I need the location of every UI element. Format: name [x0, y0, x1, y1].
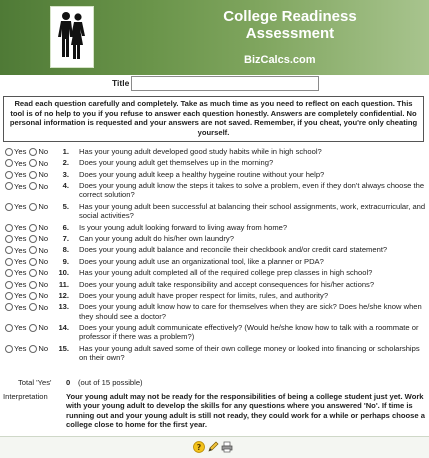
yes-label[interactable]: Yes — [14, 257, 27, 267]
question-row — [0, 291, 429, 302]
question-number: 13. — [58, 302, 69, 312]
yes-radio[interactable] — [5, 324, 13, 332]
no-label[interactable]: No — [38, 344, 49, 353]
no-label[interactable]: No — [38, 245, 49, 255]
question-row — [0, 344, 429, 365]
yes-radio[interactable] — [5, 345, 13, 353]
yes-label[interactable]: Yes — [14, 245, 27, 255]
answer-options — [5, 234, 51, 244]
question-text: Has your young adult completed all of the required college prep classes in high school? — [79, 268, 373, 278]
interpretation-label: Interpretation — [3, 392, 48, 401]
question-text: Does your young adult know how to care for themselves when they are sick? Does he/she know when they should see a doctor? — [79, 302, 422, 321]
no-label[interactable]: No — [38, 158, 49, 168]
answer-options — [5, 147, 51, 157]
no-label[interactable]: No — [38, 323, 49, 333]
yes-radio[interactable] — [5, 203, 13, 211]
question-row — [0, 280, 429, 291]
question-row — [0, 268, 429, 279]
question-row — [0, 223, 429, 234]
yes-label[interactable]: Yes — [14, 323, 27, 333]
no-radio[interactable] — [29, 324, 37, 332]
answer-options — [5, 268, 51, 278]
question-number: 4. — [62, 181, 69, 191]
answer-options — [5, 302, 51, 312]
couple-silhouette-icon — [51, 7, 93, 67]
question-text: Does your young adult keep a healthy hygeine routine without your help? — [79, 169, 325, 179]
question-row — [0, 234, 429, 245]
question-text: Is your young adult looking forward to living away from home? — [79, 222, 288, 232]
svg-text:?: ? — [196, 443, 202, 452]
yes-label[interactable]: Yes — [14, 279, 27, 289]
yes-label[interactable]: Yes — [14, 344, 27, 353]
question-text: Has your young adult been successful at balancing their school assignments, work, extracurricular, and social activities? — [79, 201, 426, 221]
no-label[interactable]: No — [38, 147, 49, 157]
question-number: 8. — [62, 245, 69, 255]
question-row — [0, 257, 429, 268]
yes-radio[interactable] — [5, 269, 13, 277]
answer-options — [5, 202, 51, 212]
total-label: Total 'Yes' — [18, 378, 52, 387]
yes-radio[interactable] — [5, 281, 13, 289]
question-number: 5. — [62, 201, 69, 211]
question-number: 1. — [62, 147, 69, 156]
yes-label[interactable]: Yes — [14, 158, 27, 168]
yes-radio[interactable] — [5, 159, 13, 167]
question-text: Can your young adult do his/her own laundry? — [79, 233, 234, 243]
yes-label[interactable]: Yes — [14, 234, 27, 244]
footer-toolbar — [0, 436, 429, 458]
question-row — [0, 245, 429, 256]
question-row — [0, 147, 429, 158]
title-input[interactable] — [131, 76, 319, 91]
question-row — [0, 202, 429, 223]
no-radio[interactable] — [29, 182, 37, 190]
question-text: Does your young adult balance and reconcile their checkbook and/or credit card statement? — [79, 245, 388, 255]
interpretation-text: Your young adult may not be ready for the responsibilities of being a college student just yet. Work with your young adult to develop the skills for any questions where you answered 'No'. If time is running out and your young adult is still not ready, they could work for a while or perhaps choose a college close to home for the first year. — [66, 392, 425, 430]
question-number: 12. — [58, 290, 69, 300]
answer-options — [5, 245, 51, 255]
title-row — [0, 76, 429, 94]
app-title: College Readiness Assessment — [223, 8, 357, 42]
question-row — [0, 170, 429, 181]
answer-options — [5, 158, 51, 168]
no-radio[interactable] — [29, 148, 37, 156]
yes-radio[interactable] — [5, 258, 13, 266]
question-row — [0, 323, 429, 344]
yes-radio[interactable] — [5, 303, 13, 311]
question-number: 3. — [62, 169, 69, 179]
no-label[interactable]: No — [38, 234, 49, 244]
answer-options — [5, 280, 51, 290]
no-radio[interactable] — [29, 345, 37, 353]
yes-radio[interactable] — [5, 224, 13, 232]
answer-options — [5, 344, 51, 354]
yes-label[interactable]: Yes — [14, 147, 27, 157]
no-label[interactable]: No — [38, 302, 49, 312]
question-text: Does your young adult have proper respect for limits, rules, and authority? — [79, 290, 329, 300]
no-radio[interactable] — [29, 203, 37, 211]
question-text: Does your young adult use an organizational tool, like a planner or PDA? — [79, 256, 324, 266]
no-label[interactable]: No — [38, 257, 49, 267]
question-row — [0, 158, 429, 169]
instructions-box: Read each question carefully and completely. Take as much time as you need to reflect on each question. This tool is of no help to you if you refuse to answer each question honestly. Answers are completely confidential. No personal information is requested and your answers are not saved. Remember, if you cheat, you're only cheating yourself. — [3, 96, 424, 142]
no-radio[interactable] — [29, 246, 37, 254]
question-number: 7. — [62, 233, 69, 243]
no-label[interactable]: No — [38, 181, 49, 191]
yes-radio[interactable] — [5, 292, 13, 300]
help-icon[interactable] — [193, 441, 205, 453]
yes-radio[interactable] — [5, 171, 13, 179]
no-radio[interactable] — [29, 269, 37, 277]
yes-radio[interactable] — [5, 182, 13, 190]
yes-label[interactable]: Yes — [14, 302, 27, 312]
question-text: Does your young adult know the steps it takes to solve a problem, even if they don't always choose the correct solution? — [79, 181, 425, 200]
title-label: Title — [112, 78, 130, 88]
yes-label[interactable]: Yes — [14, 222, 27, 232]
print-icon[interactable] — [221, 441, 233, 453]
no-label[interactable]: No — [38, 170, 49, 180]
answer-options — [5, 223, 51, 233]
question-number: 6. — [62, 222, 69, 232]
yes-radio[interactable] — [5, 235, 13, 243]
question-list — [0, 147, 429, 364]
no-label[interactable]: No — [38, 202, 49, 212]
question-text: Does your young adult communicate effectively? (Would he/she know how to talk with a roommate or professor if there was a problem?) — [79, 322, 419, 342]
yes-label[interactable]: Yes — [14, 268, 27, 278]
yes-radio[interactable] — [5, 246, 13, 254]
question-text: Does your young adult take responsibility and accept consequences for his/her actions? — [79, 279, 375, 289]
site-name[interactable]: BizCalcs.com — [244, 54, 316, 66]
question-row — [0, 302, 429, 323]
no-radio[interactable] — [29, 258, 37, 266]
question-number: 2. — [62, 158, 69, 168]
no-radio[interactable] — [29, 171, 37, 179]
question-text: Does your young adult get themselves up in the morning? — [79, 158, 274, 168]
no-radio[interactable] — [29, 281, 37, 289]
no-radio[interactable] — [29, 159, 37, 167]
no-label[interactable]: No — [38, 222, 49, 232]
answer-options — [5, 291, 51, 301]
yes-radio[interactable] — [5, 148, 13, 156]
answer-options — [5, 323, 51, 333]
question-number: 14. — [58, 322, 69, 332]
logo — [50, 6, 94, 68]
no-radio[interactable] — [29, 303, 37, 311]
no-radio[interactable] — [29, 292, 37, 300]
yes-label[interactable]: Yes — [14, 170, 27, 180]
question-number: 9. — [62, 256, 69, 266]
question-text: Has your young adult developed good study habits while in high school? — [79, 147, 322, 156]
header-banner — [0, 0, 429, 75]
question-number: 10. — [58, 268, 69, 278]
no-label[interactable]: No — [38, 291, 49, 301]
no-radio[interactable] — [29, 224, 37, 232]
answer-options — [5, 257, 51, 267]
question-number: 15. — [58, 343, 69, 353]
question-row — [0, 181, 429, 202]
yes-label[interactable]: Yes — [14, 202, 27, 212]
question-text: Has your young adult saved some of their own college money or looked into financing or scholarships on their own? — [79, 343, 420, 362]
yes-label[interactable]: Yes — [14, 181, 27, 191]
yes-label[interactable]: Yes — [14, 291, 27, 301]
no-label[interactable]: No — [38, 279, 49, 289]
total-note: (out of 15 possible) — [78, 378, 143, 387]
answer-options — [5, 170, 51, 180]
no-label[interactable]: No — [38, 268, 49, 278]
edit-icon[interactable] — [207, 441, 219, 453]
total-value: 0 — [66, 378, 71, 387]
answer-options — [5, 181, 51, 191]
no-radio[interactable] — [29, 235, 37, 243]
question-number: 11. — [58, 279, 69, 289]
